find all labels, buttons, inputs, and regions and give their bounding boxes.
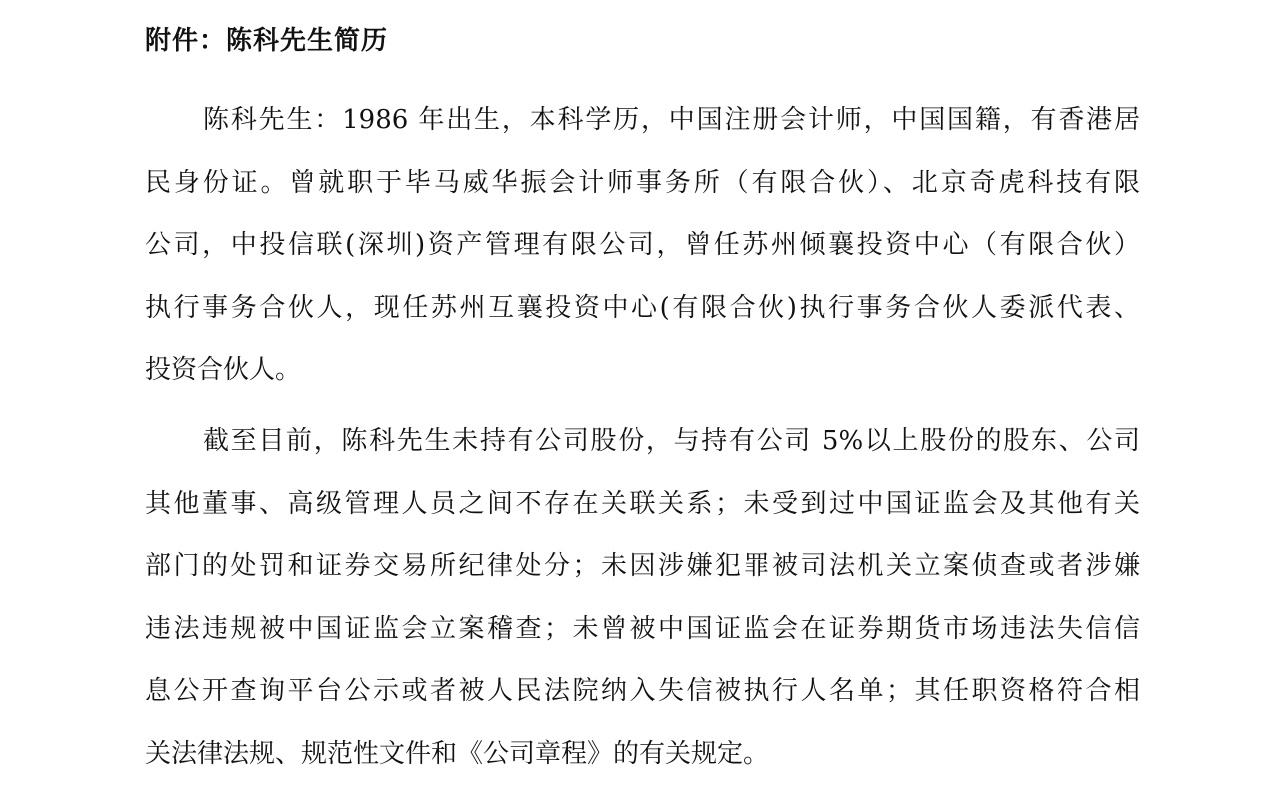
paragraph-line: 息公开查询平台公示或者被人民法院纳入失信被执行人名单；其任职资格符合相: [145, 676, 1140, 706]
resume-paragraph: [145, 89, 1140, 402]
paragraph-line: 违法违规被中国证监会立案稽查；未曾被中国证监会在证券期货市场违法失信信: [145, 613, 1140, 644]
disclosure-paragraph: [145, 410, 1140, 785]
paragraph-line: 执行事务合伙人，现任苏州互襄投资中心(有限合伙)执行事务合伙人委派代表、: [145, 292, 1140, 323]
paragraph-line: 公司，中投信联(深圳)资产管理有限公司，曾任苏州倾襄投资中心（有限合伙）: [145, 230, 1140, 260]
paragraph-line: 其他董事、高级管理人员之间不存在关联关系；未受到过中国证监会及其他有关: [145, 488, 1140, 519]
paragraph-line: 部门的处罚和证券交易所纪律处分；未因涉嫌犯罪被司法机关立案侦查或者涉嫌: [145, 551, 1140, 581]
paragraph-line: 陈科先生：1986 年出生，本科学历，中国注册会计师，中国国籍，有香港居: [203, 105, 1140, 135]
paragraph-line: 民身份证。曾就职于毕马威华振会计师事务所（有限合伙）、北京奇虎科技有限: [145, 167, 1140, 198]
document-title: 附件：陈科先生简历: [145, 26, 389, 56]
paragraph-line: 截至目前，陈科先生未持有公司股份，与持有公司 5%以上股份的股东、公司: [203, 426, 1140, 456]
paragraph-line: 投资合伙人。: [145, 355, 302, 385]
paragraph-line: 关法律法规、规范性文件和《公司章程》的有关规定。: [145, 738, 770, 769]
